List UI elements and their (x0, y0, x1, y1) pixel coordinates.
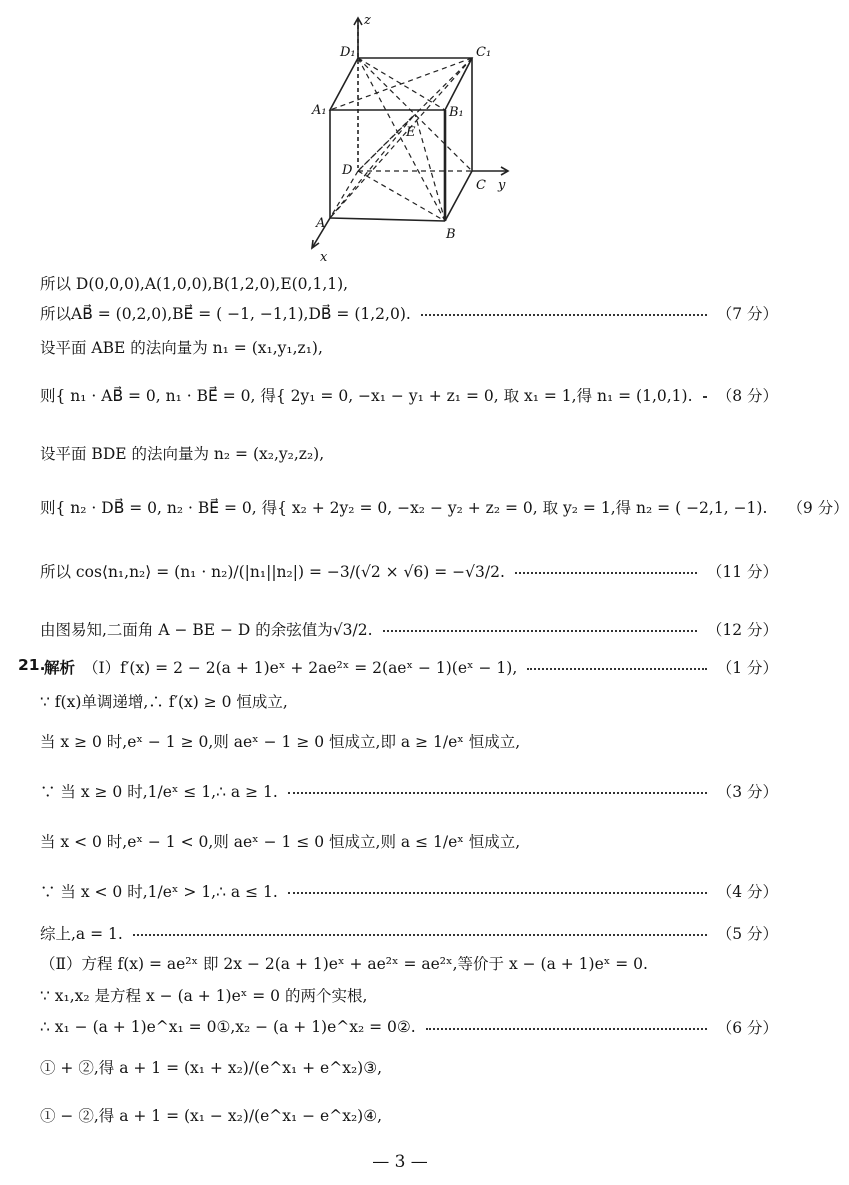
q21-line-10 (40, 1016, 778, 1038)
dot-leader (515, 572, 697, 574)
cuboid-figure (300, 8, 520, 266)
score-12: （12 分） (706, 621, 778, 639)
q21-line-4 (40, 780, 778, 802)
question-number: 21. (18, 656, 46, 674)
dot-leader (383, 630, 697, 632)
q21-line-3: 当 x ≥ 0 时,eˣ − 1 ≥ 0,则 aeˣ − 1 ≥ 0 恒成立,即 a ≥ 1/eˣ 恒成立, (40, 733, 521, 751)
analysis-heading: 解析 (44, 659, 76, 677)
dot-leader (288, 892, 707, 894)
line-vectors-text: 所以AB⃗ = (0,2,0),BE⃗ = ( −1, −1,1),DB⃗ = (1,2,0). (40, 305, 411, 323)
edge-AB (330, 218, 445, 221)
q21-line-7-text: 综上,a = 1. (40, 925, 123, 943)
label-C1: C₁ (476, 45, 492, 60)
q21-line-8: （Ⅱ）方程 f(x) = ae²ˣ 即 2x − 2(a + 1)eˣ + ae²ˣ = ae²ˣ,等价于 x − (a + 1)eˣ = 0. (40, 955, 648, 973)
dot-leader (421, 314, 707, 316)
line-vectors (40, 302, 778, 324)
q21-line-6-text: ∵ 当 x < 0 时,1/eˣ > 1,∴ a ≤ 1. (40, 883, 278, 901)
score-5: （5 分） (716, 925, 778, 943)
line-plane-bde: 设平面 BDE 的法向量为 n₂ = (x₂,y₂,z₂), (40, 445, 325, 463)
edge-BC (445, 171, 472, 221)
q21-line-7 (40, 922, 778, 944)
q21-line-1-text: （Ⅰ）f′(x) = 2 − 2(a + 1)eˣ + 2ae²ˣ = 2(aeˣ − 1)(eˣ − 1), (83, 659, 518, 677)
dot-leader (426, 1028, 707, 1030)
label-x: x (320, 250, 328, 265)
q21-line-11: ① + ②,得 a + 1 = (x₁ + x₂)/(e^x₁ + e^x₂)③, (40, 1059, 383, 1077)
dot-leader (703, 396, 707, 398)
score-4: （4 分） (716, 883, 778, 901)
line-coordinates: 所以 D(0,0,0),A(1,0,0),B(1,2,0),E(0,1,1), (40, 275, 349, 293)
line-C1A1 (330, 58, 472, 110)
label-A1: A₁ (312, 103, 327, 118)
line-system-1-text: 则{ n₁ · AB⃗ = 0, n₁ · BE⃗ = 0, 得{ 2y₁ = 0, −x₁ − y₁ + z₁ = 0, 取 x₁ = 1,得 n₁ = (1,0,1). (40, 387, 693, 405)
dot-leader (527, 668, 706, 670)
line-cosine-text: 所以 cos⟨n₁,n₂⟩ = (n₁ · n₂)/(|n₁||n₂|) = −3/(√2 × √6) = −√3/2. (40, 563, 505, 581)
q21-line-1 (44, 656, 778, 678)
dot-leader (133, 934, 707, 936)
page-number: — 3 — (372, 1152, 428, 1172)
q21-line-6 (40, 880, 778, 902)
line-cosine (40, 560, 778, 582)
line-system-2 (40, 496, 849, 518)
label-B: B (446, 227, 456, 242)
label-C: C (476, 178, 486, 193)
dot-leader (288, 792, 707, 794)
line-plane-abe: 设平面 ABE 的法向量为 n₁ = (x₁,y₁,z₁), (40, 339, 323, 357)
edge-DA-hidden (330, 171, 358, 218)
q21-line-9: ∵ x₁,x₂ 是方程 x − (a + 1)eˣ = 0 的两个实根, (40, 987, 368, 1005)
label-B1: B₁ (449, 105, 464, 120)
score-3: （3 分） (716, 783, 778, 801)
line-system-1 (40, 384, 778, 406)
label-z: z (364, 13, 371, 28)
label-E: E (406, 125, 416, 140)
q21-line-4-text: ∵ 当 x ≥ 0 时,1/eˣ ≤ 1,∴ a ≥ 1. (40, 783, 278, 801)
score-6: （6 分） (716, 1019, 778, 1037)
score-1: （1 分） (716, 659, 778, 677)
line-system-2-text: 则{ n₂ · DB⃗ = 0, n₂ · BE⃗ = 0, 得{ x₂ + 2y₂ = 0, −x₂ − y₂ + z₂ = 0, 取 y₂ = 1,得 n₂ = ( −2,1, −1). (40, 499, 768, 517)
q21-line-5: 当 x < 0 时,eˣ − 1 < 0,则 aeˣ − 1 ≤ 0 恒成立,则 a ≤ 1/eˣ 恒成立, (40, 833, 521, 851)
line-dihedral (40, 618, 778, 640)
score-7: （7 分） (716, 305, 778, 323)
line-D1B (358, 58, 445, 221)
label-y: y (498, 178, 506, 193)
label-D: D (342, 163, 353, 178)
score-9: （9 分） (787, 499, 849, 517)
line-dihedral-text: 由图易知,二面角 A − BE − D 的余弦值为√3/2. (40, 621, 373, 639)
score-8: （8 分） (716, 387, 778, 405)
q21-line-12: ① − ②,得 a + 1 = (x₁ − x₂)/(e^x₁ − e^x₂)④, (40, 1107, 383, 1125)
label-D1: D₁ (340, 45, 356, 60)
q21-line-2: ∵ f(x)单调递增,∴ f′(x) ≥ 0 恒成立, (40, 693, 288, 711)
q21-line-10-text: ∴ x₁ − (a + 1)e^x₁ = 0①,x₂ − (a + 1)e^x₂ = 0②. (40, 1018, 416, 1036)
label-A: A (316, 216, 326, 231)
score-11: （11 分） (706, 563, 778, 581)
